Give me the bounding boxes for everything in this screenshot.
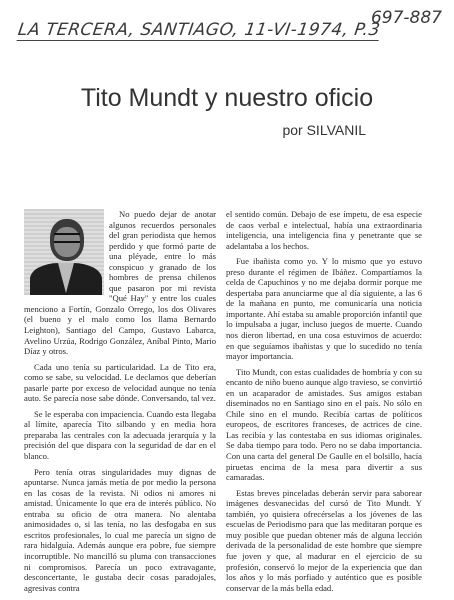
article-column-right <box>226 209 422 598</box>
paragraph: el sentido común. Debajo de ese ímpetu, de esa especie de caos verbal e intelectual, había una extraordinaria inteligencia, una inteligencia fina y penetrante que se adelantaba a los hechos. <box>226 209 422 251</box>
article-title: Tito Mundt y nuestro oficio <box>80 84 374 112</box>
paragraph: Pero tenía otras singularidades muy dignas de apuntarse. Nunca jamás metía de por medio la persona en las cosas de la revista. Ni odios ni amores ni amistad. Únicamente lo que era de interés público. No entraba su oficio de otra manera. No alentaba animosidades o, si las tenía, no las desfogaba en sus escritos profesionales, lo cual me parecía un signo de rara hidalguía. Además aunque era pobre, fue siempre incorruptible. No mancilló su pluma con transacciones ni compromisos. Parecía un poco extravagante, desconcertante, le gustaba decir cosas paradojales, agresivas contra <box>24 466 216 593</box>
archive-reference-note: LA TERCERA, SANTIAGO, 11-VI-1974, P.3 <box>16 20 382 40</box>
paragraph: No puedo dejar de anotar algunos recuerdos personales del gran periodista que hemos perdido y que formó parte de una pléyade, entre lo más conspicuo y granado de los hombres de prensa chilenos que pasaron por mi revista "Qué Hay" y entre los cuales menciono a Fortín, Gonzalo Orrego, los dos Olivares (el bueno y el malo como los llama Bernardo Leighton), Santiago del Campo, Gustavo Labarca, Avelino Urzúa, Rodrigo González, Aníbal Pinto, Mario Díaz y otros. <box>24 209 216 357</box>
paragraph: Se le esperaba con impaciencia. Cuando esta llegaba al límite, aparecía Tito silbando y en media hora preparaba las centrales con la adecuada jerarquía y la precisión del que dispara con la seguridad de dar en el blanco. <box>24 408 216 462</box>
paragraph: Estas breves pinceladas deberán servir para saborear imágenes desvanecidas del cursó de Tito Mundt. Y también, yo quisiera ofrecérselas a los jóvenes de las escuelas de Periodismo para que las meditaran porque es muy posible que puedan obtener más de alguna lección derivada de la personalidad de este hombre que siempre fue joven y que, al madurar en el ejercicio de su profesión, conservó lo mejor de la experiencia que dan los años y lo más porfiado y auténtico que es posible conservar de la más bella edad. <box>226 487 422 593</box>
paragraph: Fue ibañista como yo. Y lo mismo que yo estuvo preso durante el régimen de Ibáñez. Compartíamos la celda de Capuchinos y no me dejaba dormir porque me despertaba para anunciarme que al día siguiente, a las 6 de la mañana en punto, me comunicaría una noticia importante. Ahí estaba su amable proporción infantil que lo impulsaba a jugar, incluso juegos de muerte. Cuando nos dieron libertad, en una cosa estuvimos de acuerdo: en que seguíamos ibañistas y que lo sucedido no tenía mayor importancia. <box>226 256 422 362</box>
paragraph: Cada uno tenía su particularidad. La de Tito era, como se sabe, su velocidad. Le declamos que deberían pasarle parte por exceso de velocidad aunque no tenía auto. Se parecía nose sabe dónde. Conversando, tal vez. <box>24 361 216 404</box>
article-column-left <box>24 209 216 598</box>
paragraph: Tito Mundt, con estas cualidades de hombría y con su encanto de niño bueno aunque algo travieso, se convirtió en un acaparador de amistades. Sus amigos estaban diseminados no en Santiago sino en el país. No sólo en Chile sino en el mundo. Recibía cartas de políticos europeos, de escritores franceses, de actrices de cine. Las recibía y las contestaba en sus idiomas originales. Se daba tiempo para todo. Pero no se daba importancia. Con una carta del general De Gaulle en el bolsillo, hacía piruetas encima de la mesa para divertir a sus camaradas. <box>226 366 422 483</box>
article-byline: por SILVANIL <box>282 122 366 138</box>
archive-number-note: 697-887 <box>370 8 442 28</box>
author-photo <box>24 209 104 295</box>
